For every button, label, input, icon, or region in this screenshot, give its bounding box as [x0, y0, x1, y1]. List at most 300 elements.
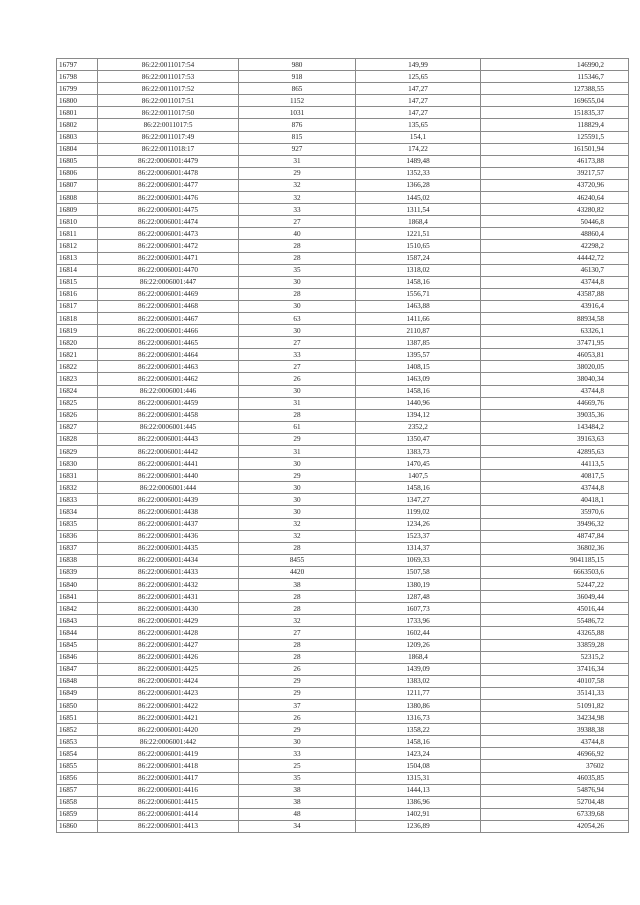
rate-cell: 1587,24 [356, 252, 481, 264]
row-number-cell: 16832 [57, 482, 98, 494]
area-cell: 815 [239, 131, 356, 143]
row-number-cell: 16827 [57, 421, 98, 433]
value-cell: 46966,92 [481, 748, 629, 760]
table-row [57, 615, 629, 627]
area-cell: 30 [239, 276, 356, 288]
row-number-cell: 16830 [57, 458, 98, 470]
row-number-cell: 16818 [57, 312, 98, 324]
value-cell: 35141,33 [481, 687, 629, 699]
row-number-cell: 16845 [57, 639, 98, 651]
row-number-cell: 16860 [57, 820, 98, 832]
value-cell: 37416,34 [481, 663, 629, 675]
row-number-cell: 16850 [57, 699, 98, 711]
cadastral-number-cell: 86:22:0006001:4463 [98, 361, 239, 373]
cadastral-number-cell: 86:22:0006001:4477 [98, 179, 239, 191]
value-cell: 38040,34 [481, 373, 629, 385]
area-cell: 40 [239, 228, 356, 240]
rate-cell: 1380,86 [356, 699, 481, 711]
row-number-cell: 16808 [57, 192, 98, 204]
area-cell: 35 [239, 772, 356, 784]
rate-cell: 1358,22 [356, 724, 481, 736]
table-row [57, 167, 629, 179]
row-number-cell: 16811 [57, 228, 98, 240]
row-number-cell: 16806 [57, 167, 98, 179]
value-cell: 39217,57 [481, 167, 629, 179]
table-row [57, 736, 629, 748]
table-row [57, 784, 629, 796]
area-cell: 32 [239, 192, 356, 204]
value-cell: 52315,2 [481, 651, 629, 663]
rate-cell: 1510,65 [356, 240, 481, 252]
table-row [57, 325, 629, 337]
table-row [57, 820, 629, 832]
area-cell: 27 [239, 216, 356, 228]
area-cell: 30 [239, 506, 356, 518]
table-row [57, 603, 629, 615]
cadastral-number-cell: 86:22:0006001:4423 [98, 687, 239, 699]
rate-cell: 1394,12 [356, 409, 481, 421]
value-cell: 39496,32 [481, 518, 629, 530]
rate-cell: 1383,73 [356, 446, 481, 458]
rate-cell: 1407,5 [356, 470, 481, 482]
value-cell: 46035,85 [481, 772, 629, 784]
rate-cell: 1458,16 [356, 736, 481, 748]
cadastral-number-cell: 86:22:0006001:4431 [98, 591, 239, 603]
row-number-cell: 16843 [57, 615, 98, 627]
area-cell: 30 [239, 458, 356, 470]
table-row [57, 300, 629, 312]
rate-cell: 149,99 [356, 59, 481, 71]
rate-cell: 2110,87 [356, 325, 481, 337]
cadastral-number-cell: 86:22:0006001:4440 [98, 470, 239, 482]
cadastral-number-cell: 86:22:0006001:4433 [98, 566, 239, 578]
value-cell: 43744,8 [481, 482, 629, 494]
value-cell: 46240,64 [481, 192, 629, 204]
rate-cell: 1602,44 [356, 627, 481, 639]
area-cell: 30 [239, 325, 356, 337]
value-cell: 115346,7 [481, 71, 629, 83]
row-number-cell: 16854 [57, 748, 98, 760]
table-row [57, 276, 629, 288]
value-cell: 55486,72 [481, 615, 629, 627]
cadastral-number-cell: 86:22:0006001:4459 [98, 397, 239, 409]
value-cell: 9041185,15 [481, 554, 629, 566]
cadastral-number-cell: 86:22:0006001:4442 [98, 446, 239, 458]
area-cell: 28 [239, 591, 356, 603]
area-cell: 61 [239, 421, 356, 433]
row-number-cell: 16803 [57, 131, 98, 143]
cadastral-number-cell: 86:22:0006001:446 [98, 385, 239, 397]
area-cell: 29 [239, 470, 356, 482]
row-number-cell: 16834 [57, 506, 98, 518]
rate-cell: 1347,27 [356, 494, 481, 506]
area-cell: 63 [239, 312, 356, 324]
table-row [57, 554, 629, 566]
cadastral-number-cell: 86:22:0011017:51 [98, 95, 239, 107]
rate-cell: 1386,96 [356, 796, 481, 808]
row-number-cell: 16820 [57, 337, 98, 349]
rate-cell: 1352,33 [356, 167, 481, 179]
rate-cell: 1445,02 [356, 192, 481, 204]
area-cell: 918 [239, 71, 356, 83]
value-cell: 40107,58 [481, 675, 629, 687]
area-cell: 27 [239, 337, 356, 349]
value-cell: 40418,1 [481, 494, 629, 506]
cadastral-number-cell: 86:22:0006001:447 [98, 276, 239, 288]
row-number-cell: 16814 [57, 264, 98, 276]
table-row [57, 59, 629, 71]
row-number-cell: 16835 [57, 518, 98, 530]
row-number-cell: 16839 [57, 566, 98, 578]
rate-cell: 1318,02 [356, 264, 481, 276]
area-cell: 28 [239, 240, 356, 252]
table-row [57, 397, 629, 409]
value-cell: 34234,98 [481, 712, 629, 724]
area-cell: 29 [239, 167, 356, 179]
table-row [57, 349, 629, 361]
row-number-cell: 16829 [57, 446, 98, 458]
table-row [57, 542, 629, 554]
value-cell: 48860,4 [481, 228, 629, 240]
row-number-cell: 16838 [57, 554, 98, 566]
cadastral-number-cell: 86:22:0006001:4464 [98, 349, 239, 361]
cadastral-number-cell: 86:22:0006001:4436 [98, 530, 239, 542]
cadastral-number-cell: 86:22:0006001:4416 [98, 784, 239, 796]
table-row [57, 373, 629, 385]
table-row [57, 808, 629, 820]
row-number-cell: 16826 [57, 409, 98, 421]
cadastral-number-cell: 86:22:0006001:4428 [98, 627, 239, 639]
row-number-cell: 16821 [57, 349, 98, 361]
cadastral-number-cell: 86:22:0011017:5 [98, 119, 239, 131]
row-number-cell: 16824 [57, 385, 98, 397]
area-cell: 34 [239, 820, 356, 832]
cadastral-number-cell: 86:22:0006001:4471 [98, 252, 239, 264]
area-cell: 33 [239, 748, 356, 760]
table-row [57, 143, 629, 155]
table-row [57, 119, 629, 131]
table-row [57, 409, 629, 421]
value-cell: 43744,8 [481, 276, 629, 288]
area-cell: 32 [239, 518, 356, 530]
row-number-cell: 16809 [57, 204, 98, 216]
cadastral-number-cell: 86:22:0006001:4414 [98, 808, 239, 820]
area-cell: 26 [239, 373, 356, 385]
value-cell: 44442,72 [481, 252, 629, 264]
cadastral-number-cell: 86:22:0006001:4435 [98, 542, 239, 554]
table-row [57, 760, 629, 772]
row-number-cell: 16859 [57, 808, 98, 820]
area-cell: 31 [239, 397, 356, 409]
value-cell: 44669,76 [481, 397, 629, 409]
area-cell: 38 [239, 796, 356, 808]
value-cell: 39163,63 [481, 433, 629, 445]
table-row [57, 71, 629, 83]
area-cell: 27 [239, 361, 356, 373]
table-row [57, 482, 629, 494]
value-cell: 43744,8 [481, 385, 629, 397]
cadastral-number-cell: 86:22:0006001:4476 [98, 192, 239, 204]
cadastral-number-cell: 86:22:0006001:4474 [98, 216, 239, 228]
area-cell: 29 [239, 675, 356, 687]
value-cell: 50446,8 [481, 216, 629, 228]
area-cell: 30 [239, 385, 356, 397]
row-number-cell: 16837 [57, 542, 98, 554]
rate-cell: 1607,73 [356, 603, 481, 615]
row-number-cell: 16858 [57, 796, 98, 808]
table-row [57, 712, 629, 724]
table-row [57, 312, 629, 324]
cadastral-number-cell: 86:22:0006001:4462 [98, 373, 239, 385]
row-number-cell: 16852 [57, 724, 98, 736]
rate-cell: 1463,88 [356, 300, 481, 312]
rate-cell: 154,1 [356, 131, 481, 143]
cadastral-number-cell: 86:22:0006001:4438 [98, 506, 239, 518]
area-cell: 28 [239, 651, 356, 663]
cadastral-number-cell: 86:22:0011017:54 [98, 59, 239, 71]
area-cell: 28 [239, 288, 356, 300]
area-cell: 865 [239, 83, 356, 95]
value-cell: 42895,63 [481, 446, 629, 458]
rate-cell: 1439,09 [356, 663, 481, 675]
rate-cell: 1211,77 [356, 687, 481, 699]
rate-cell: 1458,16 [356, 276, 481, 288]
cadastral-number-cell: 86:22:0006001:4413 [98, 820, 239, 832]
area-cell: 32 [239, 179, 356, 191]
cadastral-number-cell: 86:22:0006001:445 [98, 421, 239, 433]
table-body [57, 59, 629, 833]
value-cell: 127388,55 [481, 83, 629, 95]
area-cell: 33 [239, 204, 356, 216]
rate-cell: 1504,08 [356, 760, 481, 772]
rate-cell: 1380,19 [356, 579, 481, 591]
value-cell: 118829,4 [481, 119, 629, 131]
row-number-cell: 16815 [57, 276, 98, 288]
cadastral-number-cell: 86:22:0006001:4425 [98, 663, 239, 675]
area-cell: 33 [239, 349, 356, 361]
area-cell: 29 [239, 724, 356, 736]
value-cell: 36049,44 [481, 591, 629, 603]
rate-cell: 147,27 [356, 107, 481, 119]
cadastral-number-cell: 86:22:0006001:4478 [98, 167, 239, 179]
rate-cell: 1444,13 [356, 784, 481, 796]
cadastral-number-cell: 86:22:0006001:4418 [98, 760, 239, 772]
row-number-cell: 16844 [57, 627, 98, 639]
row-number-cell: 16836 [57, 530, 98, 542]
cadastral-number-cell: 86:22:0011018:17 [98, 143, 239, 155]
row-number-cell: 16805 [57, 155, 98, 167]
value-cell: 33859,28 [481, 639, 629, 651]
rate-cell: 1221,51 [356, 228, 481, 240]
table-row [57, 155, 629, 167]
rate-cell: 1470,45 [356, 458, 481, 470]
rate-cell: 1199,02 [356, 506, 481, 518]
data-table [56, 58, 629, 833]
value-cell: 46130,7 [481, 264, 629, 276]
table-row [57, 675, 629, 687]
row-number-cell: 16833 [57, 494, 98, 506]
table-row [57, 724, 629, 736]
cadastral-number-cell: 86:22:0006001:4441 [98, 458, 239, 470]
value-cell: 39388,38 [481, 724, 629, 736]
table-row [57, 264, 629, 276]
row-number-cell: 16853 [57, 736, 98, 748]
rate-cell: 135,65 [356, 119, 481, 131]
area-cell: 37 [239, 699, 356, 711]
rate-cell: 1395,57 [356, 349, 481, 361]
cadastral-number-cell: 86:22:0006001:4472 [98, 240, 239, 252]
cadastral-number-cell: 86:22:0006001:4470 [98, 264, 239, 276]
row-number-cell: 16817 [57, 300, 98, 312]
value-cell: 169655,04 [481, 95, 629, 107]
rate-cell: 1209,26 [356, 639, 481, 651]
rate-cell: 1287,48 [356, 591, 481, 603]
cadastral-number-cell: 86:22:0006001:4473 [98, 228, 239, 240]
rate-cell: 1411,66 [356, 312, 481, 324]
table-row [57, 446, 629, 458]
value-cell: 63326,1 [481, 325, 629, 337]
table-row [57, 95, 629, 107]
cadastral-number-cell: 86:22:0006001:4434 [98, 554, 239, 566]
area-cell: 28 [239, 409, 356, 421]
cadastral-number-cell: 86:22:0006001:442 [98, 736, 239, 748]
area-cell: 35 [239, 264, 356, 276]
row-number-cell: 16825 [57, 397, 98, 409]
rate-cell: 1440,96 [356, 397, 481, 409]
table-row [57, 748, 629, 760]
value-cell: 146990,2 [481, 59, 629, 71]
value-cell: 46173,88 [481, 155, 629, 167]
cadastral-number-cell: 86:22:0006001:4426 [98, 651, 239, 663]
row-number-cell: 16810 [57, 216, 98, 228]
rate-cell: 1234,26 [356, 518, 481, 530]
cadastral-number-cell: 86:22:0006001:4439 [98, 494, 239, 506]
table-row [57, 663, 629, 675]
area-cell: 30 [239, 494, 356, 506]
cadastral-number-cell: 86:22:0006001:4417 [98, 772, 239, 784]
table-row [57, 687, 629, 699]
table-row [57, 651, 629, 663]
cadastral-number-cell: 86:22:0006001:4420 [98, 724, 239, 736]
row-number-cell: 16813 [57, 252, 98, 264]
table-row [57, 107, 629, 119]
value-cell: 42298,2 [481, 240, 629, 252]
rate-cell: 1507,58 [356, 566, 481, 578]
rate-cell: 1523,37 [356, 530, 481, 542]
rate-cell: 1458,16 [356, 385, 481, 397]
table-row [57, 470, 629, 482]
area-cell: 32 [239, 615, 356, 627]
cadastral-number-cell: 86:22:0006001:4468 [98, 300, 239, 312]
row-number-cell: 16800 [57, 95, 98, 107]
cadastral-number-cell: 86:22:0006001:4443 [98, 433, 239, 445]
value-cell: 43720,96 [481, 179, 629, 191]
rate-cell: 147,27 [356, 83, 481, 95]
cadastral-number-cell: 86:22:0006001:4415 [98, 796, 239, 808]
cadastral-number-cell: 86:22:0011017:49 [98, 131, 239, 143]
area-cell: 27 [239, 627, 356, 639]
table-row [57, 639, 629, 651]
row-number-cell: 16816 [57, 288, 98, 300]
cadastral-number-cell: 86:22:0006001:4430 [98, 603, 239, 615]
cadastral-number-cell: 86:22:0006001:4437 [98, 518, 239, 530]
table-row [57, 204, 629, 216]
cadastral-number-cell: 86:22:0006001:4458 [98, 409, 239, 421]
value-cell: 51091,82 [481, 699, 629, 711]
row-number-cell: 16819 [57, 325, 98, 337]
value-cell: 52704,48 [481, 796, 629, 808]
cadastral-number-cell: 86:22:0006001:4479 [98, 155, 239, 167]
value-cell: 54876,94 [481, 784, 629, 796]
row-number-cell: 16851 [57, 712, 98, 724]
table-row [57, 179, 629, 191]
area-cell: 31 [239, 446, 356, 458]
row-number-cell: 16802 [57, 119, 98, 131]
rate-cell: 1868,4 [356, 651, 481, 663]
cadastral-number-cell: 86:22:0006001:4419 [98, 748, 239, 760]
cadastral-number-cell: 86:22:0006001:4422 [98, 699, 239, 711]
row-number-cell: 16828 [57, 433, 98, 445]
row-number-cell: 16801 [57, 107, 98, 119]
value-cell: 43916,4 [481, 300, 629, 312]
value-cell: 151835,37 [481, 107, 629, 119]
value-cell: 48747,84 [481, 530, 629, 542]
rate-cell: 1366,28 [356, 179, 481, 191]
rate-cell: 1350,47 [356, 433, 481, 445]
rate-cell: 147,27 [356, 95, 481, 107]
table-row [57, 385, 629, 397]
rate-cell: 1402,91 [356, 808, 481, 820]
row-number-cell: 16847 [57, 663, 98, 675]
value-cell: 44113,5 [481, 458, 629, 470]
area-cell: 1031 [239, 107, 356, 119]
table-row [57, 566, 629, 578]
row-number-cell: 16831 [57, 470, 98, 482]
table-row [57, 288, 629, 300]
rate-cell: 1868,4 [356, 216, 481, 228]
cadastral-number-cell: 86:22:0011017:52 [98, 83, 239, 95]
table-row [57, 627, 629, 639]
area-cell: 29 [239, 687, 356, 699]
cadastral-number-cell: 86:22:0006001:4421 [98, 712, 239, 724]
row-number-cell: 16798 [57, 71, 98, 83]
table-row [57, 131, 629, 143]
row-number-cell: 16840 [57, 579, 98, 591]
table-row [57, 579, 629, 591]
value-cell: 46053,81 [481, 349, 629, 361]
table-row [57, 796, 629, 808]
table-row [57, 216, 629, 228]
cadastral-number-cell: 86:22:0006001:4465 [98, 337, 239, 349]
area-cell: 28 [239, 542, 356, 554]
table-row [57, 83, 629, 95]
row-number-cell: 16842 [57, 603, 98, 615]
rate-cell: 1236,89 [356, 820, 481, 832]
row-number-cell: 16848 [57, 675, 98, 687]
value-cell: 38020,05 [481, 361, 629, 373]
cadastral-number-cell: 86:22:0006001:4466 [98, 325, 239, 337]
table-row [57, 530, 629, 542]
table-row [57, 192, 629, 204]
value-cell: 37471,95 [481, 337, 629, 349]
cadastral-number-cell: 86:22:0006001:4475 [98, 204, 239, 216]
area-cell: 28 [239, 639, 356, 651]
value-cell: 45016,44 [481, 603, 629, 615]
value-cell: 39035,36 [481, 409, 629, 421]
area-cell: 25 [239, 760, 356, 772]
table-row [57, 337, 629, 349]
cadastral-number-cell: 86:22:0006001:4469 [98, 288, 239, 300]
